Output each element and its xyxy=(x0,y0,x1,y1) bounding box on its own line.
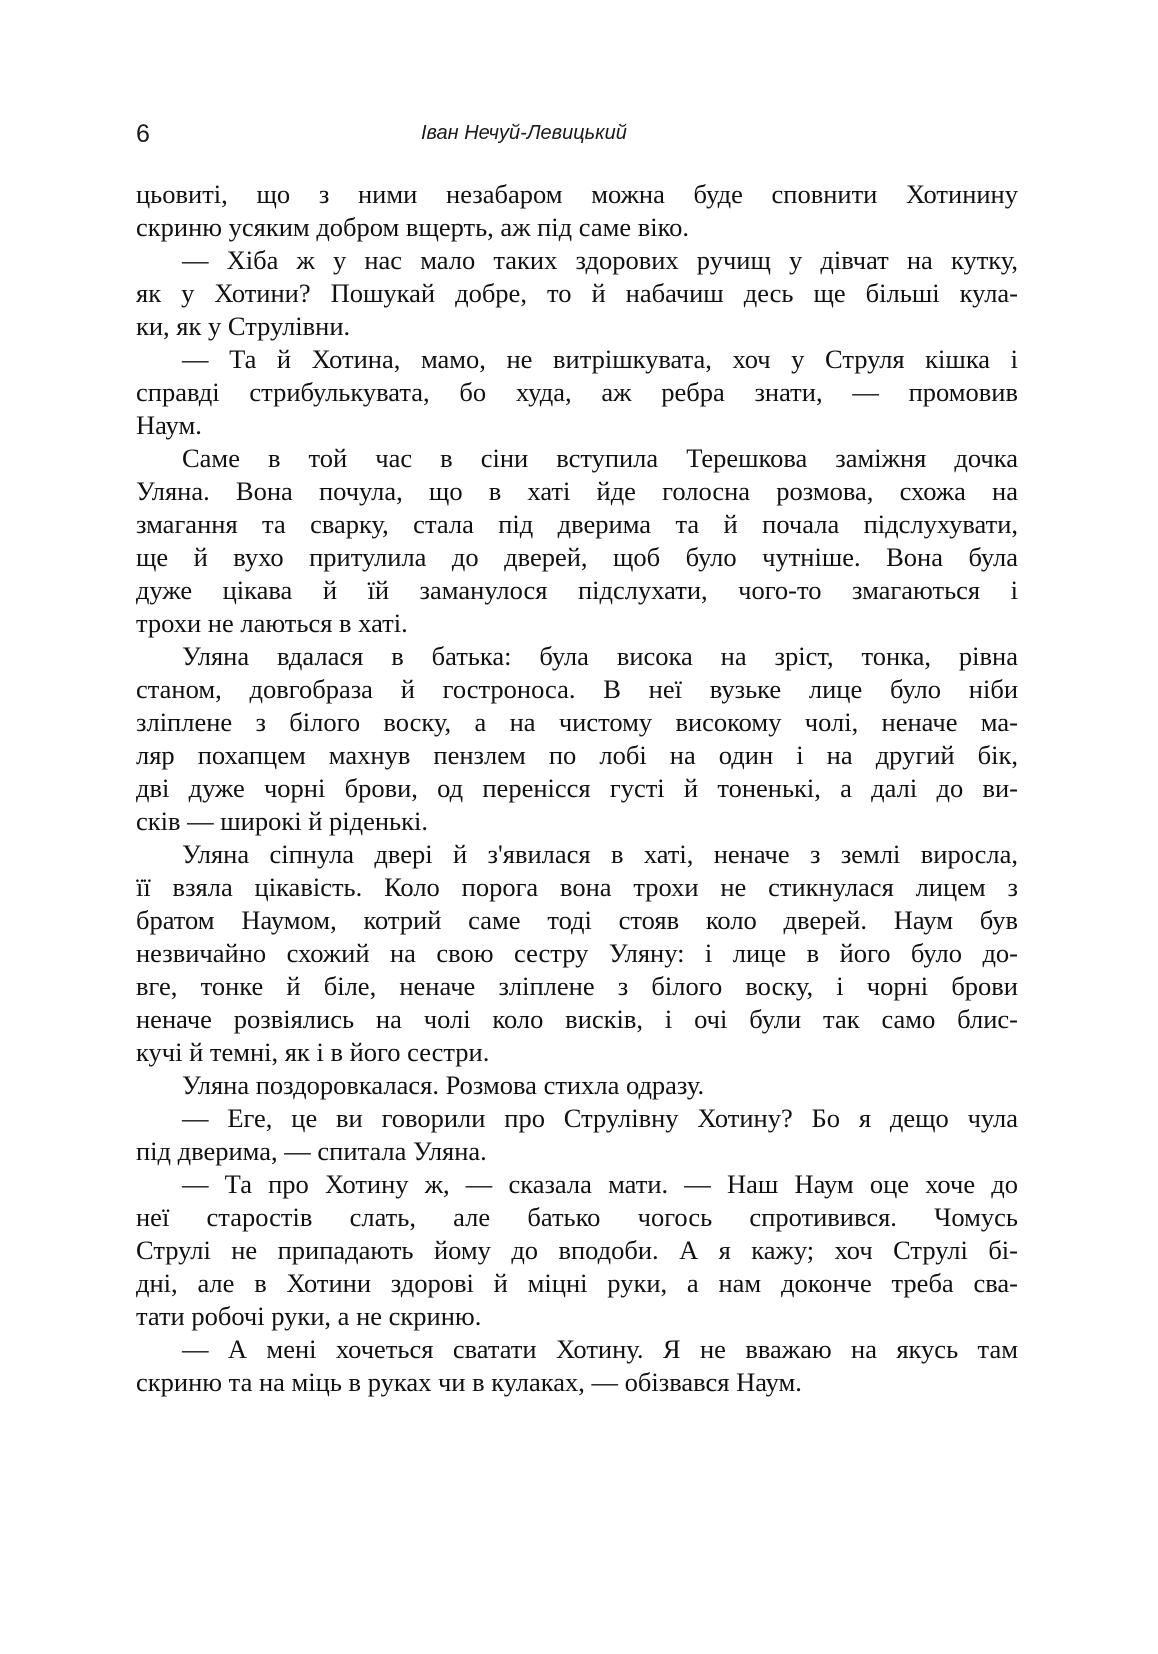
text-line: дві дуже чорні брови, од перенісся густі й тоненькі, а далі до ви- xyxy=(136,773,1018,803)
text-line: — Хіба ж у нас мало таких здорових ручищ у дівчат на кутку, xyxy=(182,245,1018,275)
text-line: ки, як у Струлівни. xyxy=(136,311,351,341)
page-header xyxy=(136,120,1026,160)
text-line: братом Наумом, котрий саме тоді стояв коло дверей. Наум був xyxy=(136,905,1018,935)
page-number: 6 xyxy=(136,120,150,148)
text-line: тати робочі руки, а не скриню. xyxy=(136,1301,482,1331)
text-line: ляр похапцем махнув пензлем по лобі на один і на другий бік, xyxy=(136,740,1018,770)
text-line: станом, довгобраза й гостроноса. В неї вузьке лице було ніби xyxy=(136,674,1018,704)
text-line: сків — широкі й ріденькі. xyxy=(136,806,429,836)
text-line: дні, але в Хотини здорові й міцні руки, а нам доконче треба сва- xyxy=(136,1268,1018,1298)
text-line: Струлі не припадають йому до вподоби. А я кажу; хоч Струлі бі- xyxy=(136,1235,1018,1265)
text-line: скриню та на міць в руках чи в кулаках, — обізвався Наум. xyxy=(136,1367,802,1397)
text-line: Наум. xyxy=(136,410,202,440)
text-line: зліплене з білого воску, а на чистому високому чолі, неначе ма- xyxy=(136,707,1018,737)
text-line: справді стрибулькувата, бо худа, аж ребра знати, — промовив xyxy=(136,377,1018,407)
text-line: цьовиті, що з ними незабаром можна буде сповнити Хотинину xyxy=(136,179,1018,209)
text-line: незвичайно схожий на свою сестру Уляну: і лице в його було до- xyxy=(136,938,1018,968)
text-line: дуже цікава й їй заманулося підслухати, чого-то змагаються і xyxy=(136,575,1018,605)
text-line: — Та й Хотина, мамо, не витрішкувата, хоч у Струля кішка і xyxy=(182,344,1018,374)
text-line: під дверима, — спитала Уляна. xyxy=(136,1136,487,1166)
text-line: — Еге, це ви говорили про Струлівну Хотину? Бо я дещо чула xyxy=(182,1103,1018,1133)
text-line: Уляна поздоровкалася. Розмова стихла одразу. xyxy=(182,1070,705,1100)
text-line: неї старостів слать, але батько чогось спротивився. Чомусь xyxy=(136,1202,1018,1232)
text-line: трохи не лаються в хаті. xyxy=(136,608,408,638)
text-line: Уляна сіпнула двері й з'явилася в хаті, неначе з землі виросла, xyxy=(182,839,1018,869)
text-line: ще й вухо притулила до дверей, щоб було чутніше. Вона була xyxy=(136,542,1018,572)
text-line: неначе розвіялись на чолі коло висків, і очі були так само блис- xyxy=(136,1004,1018,1034)
text-line: Саме в той час в сіни вступила Терешкова заміжня дочка xyxy=(182,443,1018,473)
text-line: як у Хотини? Пошукай добре, то й набачиш десь ще більші кула- xyxy=(136,278,1018,308)
text-line: скриню усяким добром вщерть, аж під саме віко. xyxy=(136,212,690,242)
text-line: — Та про Хотину ж, — сказала мати. — Наш Наум оце хоче до xyxy=(182,1169,1018,1199)
text-line: — А мені хочеться сватати Хотину. Я не вважаю на якусь там xyxy=(182,1334,1018,1364)
text-line: Уляна. Вона почула, що в хаті йде голосна розмова, схожа на xyxy=(136,476,1018,506)
text-line: вге, тонке й біле, неначе зліплене з білого воску, і чорні брови xyxy=(136,971,1018,1001)
text-line: змагання та сварку, стала під дверима та й почала підслухувати, xyxy=(136,509,1018,539)
text-line: кучі й темні, як і в його сестри. xyxy=(136,1037,490,1067)
running-title: Іван Нечуй-Левицький xyxy=(421,122,627,144)
text-line: її взяла цікавість. Коло порога вона трохи не стикнулася лицем з xyxy=(136,872,1018,902)
text-line: Уляна вдалася в батька: була висока на зріст, тонка, рівна xyxy=(182,641,1018,671)
